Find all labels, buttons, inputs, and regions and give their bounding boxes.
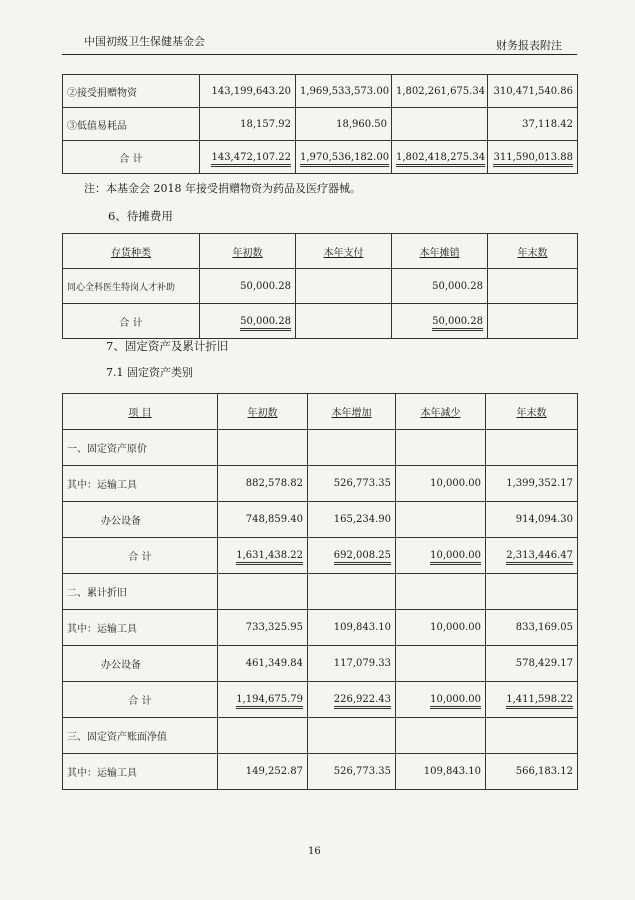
cell-closing	[486, 574, 578, 610]
table-row	[63, 502, 578, 538]
fixed-assets-table	[62, 393, 578, 790]
cell-opening: 748,859.40	[218, 502, 308, 538]
row-label: 其中：运输工具	[63, 610, 218, 646]
cell-decrease: 1,802,418,275.34	[396, 152, 485, 167]
cell-decrease	[396, 646, 486, 682]
row-label: 合 计	[63, 538, 218, 574]
cell-closing: 1,399,352.17	[486, 466, 578, 502]
cell-decrease: 1,802,261,675.34	[392, 75, 488, 108]
cell-closing: 2,313,446.47	[506, 550, 573, 565]
cell-increase	[308, 718, 396, 754]
table-row	[63, 75, 578, 108]
cell-closing	[488, 304, 578, 339]
col-header: 本年摊销	[419, 247, 460, 259]
table-row	[63, 466, 578, 502]
table-row	[63, 430, 578, 466]
cell-decrease: 10,000.00	[430, 694, 481, 709]
cell-opening: 882,578.82	[218, 466, 308, 502]
row-label: 办公设备	[63, 502, 218, 538]
row-label: 一、固定资产原价	[63, 430, 218, 466]
cell-opening: 1,631,438.22	[236, 550, 303, 565]
cell-opening: 50,000.28	[240, 316, 291, 331]
cell-closing: 37,118.42	[488, 108, 578, 141]
header-org-name: 中国初级卫生保健基金会	[84, 35, 205, 48]
cell-paid	[296, 269, 392, 304]
col-header: 年初数	[247, 408, 278, 419]
cell-decrease: 10,000.00	[396, 610, 486, 646]
total-row	[63, 538, 578, 574]
cell-closing	[488, 269, 578, 304]
cell-decrease: 10,000.00	[430, 550, 481, 565]
cell-opening: 18,157.92	[200, 108, 296, 141]
cell-closing: 311,590,013.88	[493, 152, 573, 167]
row-label: 其中：运输工具	[63, 466, 218, 502]
cell-closing: 578,429.17	[486, 646, 578, 682]
cell-closing: 310,471,540.86	[488, 75, 578, 108]
section-heading-fixed-assets: 7、固定资产及累计折旧	[106, 339, 229, 353]
table-row	[63, 108, 578, 141]
cell-increase: 109,843.10	[308, 610, 396, 646]
cell-opening: 149,252.87	[218, 754, 308, 790]
cell-increase: 526,773.35	[308, 466, 396, 502]
cell-opening: 461,349.84	[218, 646, 308, 682]
table-row	[63, 574, 578, 610]
cell-increase	[308, 574, 396, 610]
cell-increase: 226,922.43	[334, 694, 391, 709]
cell-closing: 914,094.30	[486, 502, 578, 538]
cell-increase: 1,969,533,573.00	[296, 75, 392, 108]
inventory-table	[62, 74, 578, 174]
header-rule	[62, 54, 577, 55]
table-row	[63, 646, 578, 682]
row-label: 三、固定资产账面净值	[63, 718, 218, 754]
page-number: 16	[308, 846, 321, 857]
cell-opening	[218, 430, 308, 466]
total-row	[63, 682, 578, 718]
subsection-heading-asset-categories: 7.1 固定资产类别	[106, 366, 193, 379]
cell-increase: 165,234.90	[308, 502, 396, 538]
header-row	[63, 394, 578, 430]
col-header: 项 目	[128, 408, 152, 419]
cell-decrease: 10,000.00	[396, 466, 486, 502]
header-section-title: 财务报表附注	[496, 39, 562, 52]
col-header: 年末数	[517, 247, 548, 259]
cell-opening: 143,472,107.22	[211, 152, 291, 167]
cell-opening	[218, 574, 308, 610]
row-label: ②接受捐赠物资	[63, 75, 200, 108]
table-row	[63, 754, 578, 790]
col-header: 本年增加	[331, 408, 372, 419]
cell-increase: 18,960.50	[296, 108, 392, 141]
cell-closing: 833,169.05	[486, 610, 578, 646]
total-row	[63, 141, 578, 174]
cell-amortized: 50,000.28	[392, 269, 488, 304]
cell-closing: 566,183.12	[486, 754, 578, 790]
header-row	[63, 234, 578, 269]
cell-decrease	[392, 108, 488, 141]
row-label: 合 计	[63, 141, 200, 174]
row-label: 二、累计折旧	[63, 574, 218, 610]
row-label: 合 计	[63, 682, 218, 718]
cell-closing	[486, 430, 578, 466]
row-label: 同心全科医生特岗人才补助	[63, 269, 200, 304]
cell-opening: 733,325.95	[218, 610, 308, 646]
cell-decrease	[396, 502, 486, 538]
col-header: 本年减少	[420, 408, 461, 419]
total-row	[63, 304, 578, 339]
note-text: 注：本基金会 2018 年接受捐赠物资为药品及医疗器械。	[84, 182, 361, 195]
cell-decrease	[396, 574, 486, 610]
cell-increase: 1,970,536,182.00	[300, 152, 389, 167]
col-header: 本年支付	[323, 247, 364, 259]
row-label: ③低值易耗品	[63, 108, 200, 141]
cell-increase	[308, 430, 396, 466]
cell-decrease: 109,843.10	[396, 754, 486, 790]
cell-increase: 526,773.35	[308, 754, 396, 790]
row-label: 合 计	[63, 304, 200, 339]
col-header: 年初数	[232, 247, 263, 259]
cell-closing	[486, 718, 578, 754]
col-header: 年末数	[516, 408, 547, 419]
section-heading-prepaid: 6、待摊费用	[108, 209, 173, 223]
row-label: 其中：运输工具	[63, 754, 218, 790]
table-row	[63, 269, 578, 304]
cell-increase: 117,079.33	[308, 646, 396, 682]
cell-decrease	[396, 718, 486, 754]
prepaid-expenses-table	[62, 233, 578, 339]
col-header: 存货种类	[111, 247, 151, 259]
cell-increase: 692,008.25	[334, 550, 391, 565]
cell-opening: 1,194,675.79	[236, 694, 303, 709]
cell-opening: 143,199,643.20	[200, 75, 296, 108]
table-row	[63, 610, 578, 646]
cell-decrease	[396, 430, 486, 466]
cell-opening: 50,000.28	[200, 269, 296, 304]
cell-closing: 1,411,598.22	[506, 694, 573, 709]
row-label: 办公设备	[63, 646, 218, 682]
cell-amortized: 50,000.28	[432, 316, 483, 331]
cell-opening	[218, 718, 308, 754]
table-row	[63, 718, 578, 754]
cell-paid	[296, 304, 392, 339]
